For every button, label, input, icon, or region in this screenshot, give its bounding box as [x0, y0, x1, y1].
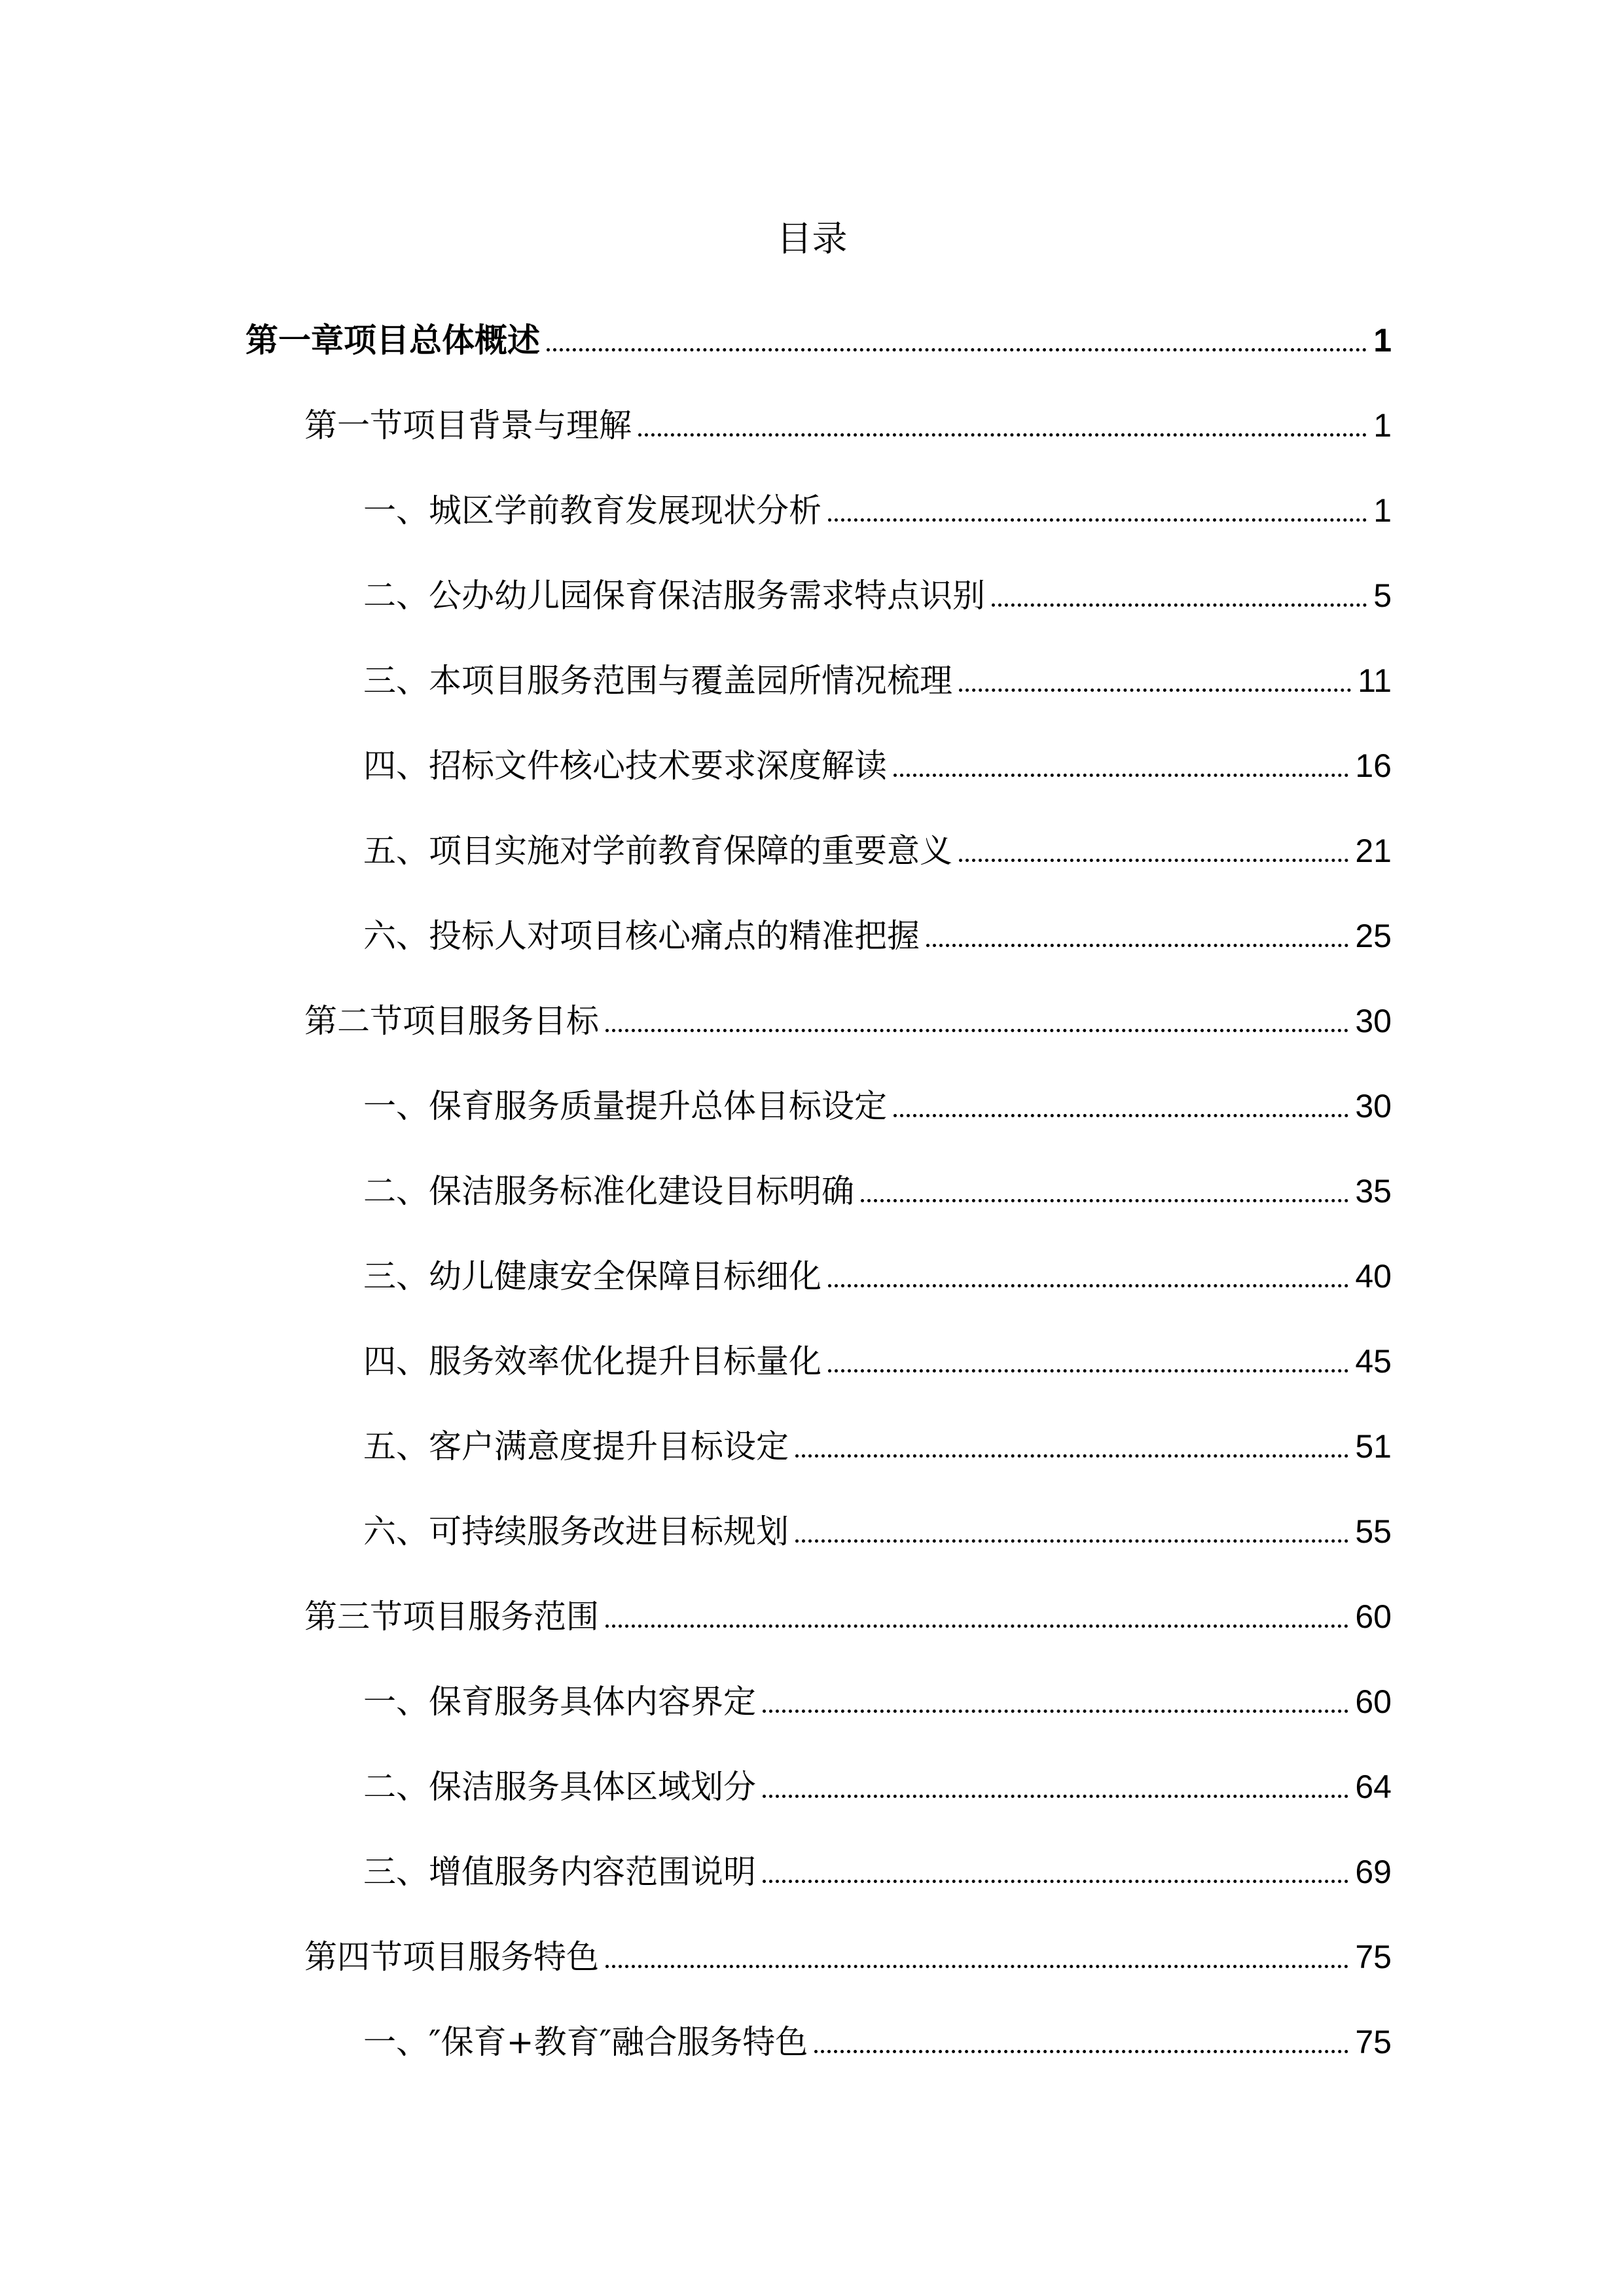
dot-leader [828, 1284, 1348, 1287]
page-title: 目录 [776, 218, 848, 259]
toc-entry-subsection[interactable] [363, 553, 1392, 615]
dot-leader [763, 1880, 1348, 1883]
toc-entry-subsection[interactable] [363, 1404, 1392, 1463]
dot-leader [992, 603, 1367, 607]
toc-page-number: 21 [1355, 833, 1392, 869]
toc-page-number: 30 [1355, 1003, 1392, 1039]
dot-leader [638, 433, 1367, 437]
dot-leader [959, 859, 1348, 862]
toc-entry-text: 第二节项目服务目标 [304, 1002, 599, 1040]
toc-entry-text: 二、保洁服务标准化建设目标明确 [363, 1172, 854, 1210]
toc-entry-text: 二、保洁服务具体区域划分 [363, 1768, 756, 1806]
toc-entry-subsection[interactable] [363, 468, 1392, 527]
toc-entry-subsection[interactable] [363, 808, 1392, 870]
toc-entry-text: 三、幼儿健康安全保障目标细化 [363, 1257, 821, 1295]
toc-entry-text: 四、招标文件核心技术要求深度解读 [363, 747, 887, 785]
toc-page-number: 69 [1355, 1854, 1392, 1890]
toc-entry-section[interactable] [304, 978, 1392, 1040]
toc-entry-subsection[interactable] [363, 723, 1392, 785]
toc-page-number: 75 [1355, 2024, 1392, 2060]
toc-entry-section[interactable] [304, 1574, 1392, 1636]
dot-leader [814, 2050, 1348, 2053]
toc-page-number: 5 [1373, 577, 1392, 614]
toc-page-number: 35 [1355, 1173, 1392, 1210]
dot-leader [926, 944, 1348, 947]
toc-entry-subsection[interactable] [363, 893, 1392, 955]
toc-entry-text: 五、客户满意度提升目标设定 [363, 1427, 789, 1465]
dot-leader [763, 1710, 1348, 1713]
toc-entry-subsection[interactable] [363, 1319, 1392, 1378]
toc-page-number: 60 [1355, 1683, 1392, 1720]
toc-entry-text: 第三节项目服务范围 [304, 1598, 599, 1636]
dot-leader [861, 1199, 1348, 1202]
toc-page-number: 40 [1355, 1258, 1392, 1295]
toc-page-number: 16 [1355, 747, 1392, 784]
toc-entry-subsection[interactable] [363, 1149, 1392, 1208]
toc-entry-subsection[interactable] [363, 1744, 1392, 1806]
toc-entry-text: 一、″保育+教育″融合服务特色 [363, 2023, 808, 2061]
toc-page-number: 45 [1355, 1343, 1392, 1380]
dot-leader [547, 348, 1367, 351]
toc-entry-text: 一、保育服务具体内容界定 [363, 1683, 756, 1721]
toc-entry-text: 三、增值服务内容范围说明 [363, 1853, 756, 1891]
toc-entry-subsection[interactable] [363, 1659, 1392, 1721]
toc-entry-text: 第一章项目总体概述 [245, 321, 540, 359]
dot-leader [763, 1795, 1348, 1798]
dot-leader [605, 1624, 1348, 1628]
dot-leader [605, 1029, 1348, 1032]
toc-page-number: 1 [1373, 492, 1392, 529]
toc-entry-subsection[interactable] [363, 638, 1392, 700]
dot-leader [828, 1369, 1348, 1372]
toc-page-number: 1 [1373, 407, 1392, 444]
toc-entry-text: 三、本项目服务范围与覆盖园所情况梳理 [363, 662, 952, 700]
toc-page-number: 64 [1355, 1768, 1392, 1805]
dot-leader [959, 689, 1351, 692]
toc-entry-section[interactable] [304, 1914, 1392, 1976]
toc-page-number: 60 [1355, 1598, 1392, 1635]
toc-page-number: 11 [1358, 662, 1392, 699]
toc-page-number: 30 [1355, 1088, 1392, 1124]
dot-leader [828, 518, 1367, 522]
toc-entry-subsection[interactable] [363, 1234, 1392, 1293]
toc-entry-subsection[interactable] [363, 1489, 1392, 1551]
dot-leader [795, 1454, 1348, 1458]
toc-entry-text: 二、公办幼儿园保育保洁服务需求特点识别 [363, 577, 985, 615]
toc-page-number: 25 [1355, 918, 1392, 954]
dot-leader [605, 1965, 1348, 1968]
toc-page-number: 1 [1373, 322, 1392, 359]
toc-page-number: 51 [1355, 1428, 1392, 1465]
toc-entry-chapter-1[interactable] [245, 298, 1392, 357]
toc-entry-subsection[interactable] [363, 1064, 1392, 1125]
dot-leader [893, 1114, 1348, 1117]
toc-entry-text: 五、项目实施对学前教育保障的重要意义 [363, 832, 952, 870]
dot-leader [893, 774, 1348, 777]
toc-entry-text: 第一节项目背景与理解 [304, 406, 632, 444]
toc-entry-text: 第四节项目服务特色 [304, 1938, 599, 1976]
toc-entry-text: 一、保育服务质量提升总体目标设定 [363, 1087, 887, 1125]
dot-leader [795, 1539, 1348, 1543]
toc-entry-text: 四、服务效率优化提升目标量化 [363, 1342, 821, 1380]
toc-entry-text: 六、可持续服务改进目标规划 [363, 1513, 789, 1551]
toc-page-number: 75 [1355, 1939, 1392, 1975]
toc-entry-section[interactable] [304, 383, 1392, 442]
toc-page-number: 55 [1355, 1513, 1392, 1550]
toc-entry-text: 一、城区学前教育发展现状分析 [363, 492, 821, 529]
toc-entry-text: 六、投标人对项目核心痛点的精准把握 [363, 917, 920, 955]
toc-entry-subsection[interactable] [363, 2000, 1392, 2061]
toc-entry-subsection[interactable] [363, 1829, 1392, 1891]
